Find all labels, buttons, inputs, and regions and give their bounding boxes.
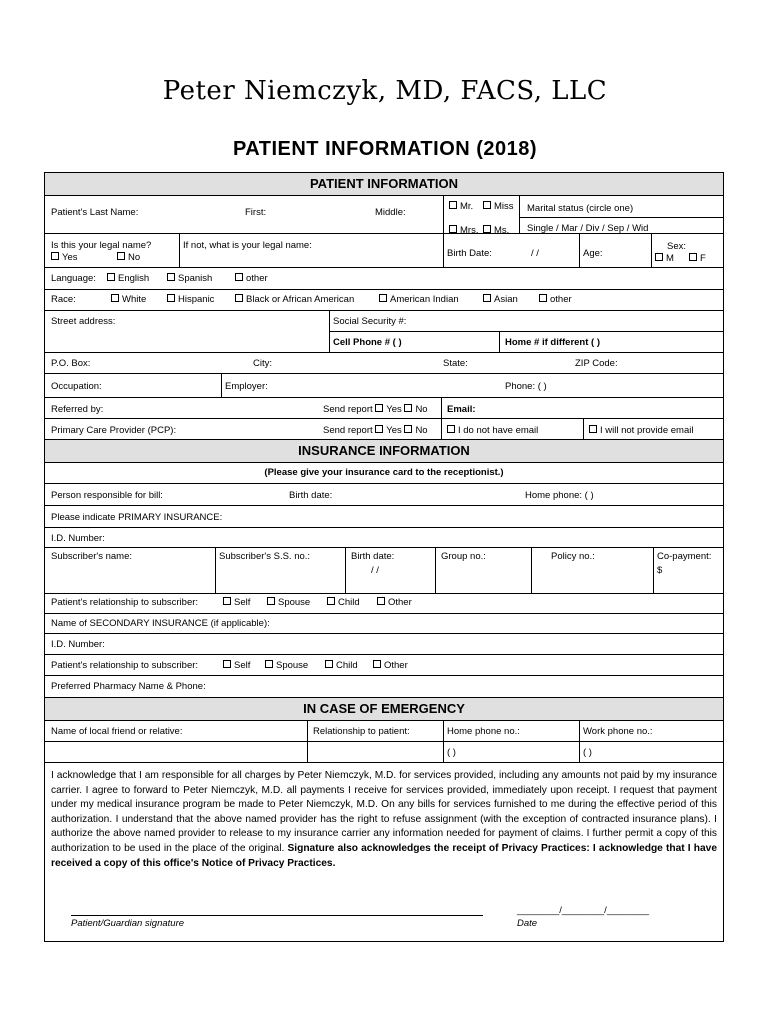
race-other-checkbox[interactable]	[539, 294, 547, 302]
marital-status-options[interactable]: Single / Mar / Div / Sep / Wid	[527, 223, 649, 234]
secondary-child-checkbox[interactable]	[325, 660, 333, 668]
street-address-label: Street address:	[51, 316, 116, 327]
miss-checkbox[interactable]	[483, 201, 491, 209]
emergency-home-phone-paren: ( )	[447, 747, 456, 758]
sex-m[interactable]: M	[655, 253, 674, 264]
responsible-birth-date-label: Birth date:	[289, 490, 333, 501]
policy-number-label: Policy no.:	[551, 551, 595, 562]
secondary-insurance-label: Name of SECONDARY INSURANCE (if applicable):	[51, 618, 270, 629]
section-title-insurance: INSURANCE INFORMATION	[45, 440, 723, 462]
sex-f-checkbox[interactable]	[689, 253, 697, 261]
age-label: Age:	[583, 248, 603, 259]
pcp-label: Primary Care Provider (PCP):	[51, 425, 177, 436]
emergency-work-phone-label: Work phone no.:	[583, 726, 653, 737]
primary-rel-other[interactable]: Other	[377, 597, 412, 608]
insurance-note: (Please give your insurance card to the receptionist.)	[264, 467, 504, 478]
lang-other-checkbox[interactable]	[235, 273, 243, 281]
primary-relationship-label: Patient's relationship to subscriber:	[51, 597, 199, 608]
asian-checkbox[interactable]	[483, 294, 491, 302]
primary-rel-self[interactable]: Self	[223, 597, 250, 608]
primary-rel-child[interactable]: Child	[327, 597, 360, 608]
language-label: Language:	[51, 273, 96, 284]
emergency-name-label: Name of local friend or relative:	[51, 726, 183, 737]
referred-send-report[interactable]: Send report Yes No	[323, 404, 428, 415]
no-email-option[interactable]: I do not have email	[447, 425, 538, 436]
primary-child-checkbox[interactable]	[327, 597, 335, 605]
sex-m-checkbox[interactable]	[655, 253, 663, 261]
primary-spouse-checkbox[interactable]	[267, 597, 275, 605]
subscriber-ss-label: Subscriber's S.S. no.:	[219, 551, 311, 562]
group-number-label: Group no.:	[441, 551, 486, 562]
legal-name-label: If not, what is your legal name:	[183, 240, 312, 251]
last-name-label: Patient's Last Name:	[51, 207, 139, 218]
emergency-home-phone-label: Home phone no.:	[447, 726, 520, 737]
pcp-send-report[interactable]: Send report Yes No	[323, 425, 428, 436]
occupation-label: Occupation:	[51, 381, 102, 392]
race-asian[interactable]: Asian	[483, 294, 518, 305]
race-label: Race:	[51, 294, 76, 305]
secondary-id-label: I.D. Number:	[51, 639, 105, 650]
race-other[interactable]: other	[539, 294, 572, 305]
responsible-home-phone-label: Home phone: ( )	[525, 490, 594, 501]
no-provide-email-checkbox[interactable]	[589, 425, 597, 433]
employer-label: Employer:	[225, 381, 268, 392]
hispanic-checkbox[interactable]	[167, 294, 175, 302]
po-box-label: P.O. Box:	[51, 358, 91, 369]
legal-yes[interactable]: Yes	[51, 252, 78, 263]
middle-name-label: Middle:	[375, 207, 406, 218]
legal-no[interactable]: No	[117, 252, 140, 263]
primary-other-checkbox[interactable]	[377, 597, 385, 605]
zip-label: ZIP Code:	[575, 358, 618, 369]
pcp-report-yes-checkbox[interactable]	[375, 425, 383, 433]
referred-report-no-checkbox[interactable]	[404, 404, 412, 412]
english-checkbox[interactable]	[107, 273, 115, 281]
home-phone-label: Home # if different ( )	[505, 337, 601, 348]
responsible-label: Person responsible for bill:	[51, 490, 163, 501]
title-miss[interactable]: Miss	[483, 201, 514, 212]
copayment-label: Co-payment:	[657, 551, 712, 562]
emergency-work-phone-paren: ( )	[583, 747, 592, 758]
primary-self-checkbox[interactable]	[223, 597, 231, 605]
cell-phone-label: Cell Phone # ( )	[333, 337, 402, 348]
date-line[interactable]: ________/________/________	[517, 905, 650, 916]
subscriber-birth-date-label: Birth date:	[351, 551, 395, 562]
subscriber-name-label: Subscriber's name:	[51, 551, 133, 562]
white-checkbox[interactable]	[111, 294, 119, 302]
referred-by-label: Referred by:	[51, 404, 104, 415]
occupation-phone-label: Phone: ( )	[505, 381, 547, 392]
legal-no-checkbox[interactable]	[117, 252, 125, 260]
legal-yes-checkbox[interactable]	[51, 252, 59, 260]
birth-date-label: Birth Date:	[447, 248, 492, 259]
practice-name: Peter Niemczyk, MD, FACS, LLC	[162, 76, 608, 106]
secondary-other-checkbox[interactable]	[373, 660, 381, 668]
secondary-rel-spouse[interactable]: Spouse	[265, 660, 308, 671]
race-white[interactable]: White	[111, 294, 146, 305]
city-label: City:	[253, 358, 272, 369]
title-ms[interactable]: Ms.	[483, 225, 509, 236]
birth-date-slashes: / /	[531, 248, 539, 259]
race-hispanic[interactable]: Hispanic	[167, 294, 214, 305]
acknowledgement-privacy: Signature also acknowledges the receipt of Privacy Practices: I acknowledge that I have received a copy of this office's Notice of Privacy Practices.	[51, 842, 717, 869]
race-american-indian[interactable]: American Indian	[379, 294, 459, 305]
primary-rel-spouse[interactable]: Spouse	[267, 597, 310, 608]
marital-status-label: Marital status (circle one)	[527, 203, 634, 214]
patient-form	[44, 172, 724, 942]
primary-insurance-label: Please indicate PRIMARY INSURANCE:	[51, 512, 223, 523]
section-title-patient: PATIENT INFORMATION	[45, 173, 723, 195]
secondary-rel-other[interactable]: Other	[373, 660, 408, 671]
first-name-label: First:	[245, 207, 267, 218]
race-black[interactable]: Black or African American	[235, 294, 354, 305]
secondary-rel-self[interactable]: Self	[223, 660, 250, 671]
lang-spanish[interactable]: Spanish	[167, 273, 212, 284]
sex-label: Sex:	[667, 241, 687, 252]
legal-name-question: Is this your legal name?	[51, 240, 152, 251]
spanish-checkbox[interactable]	[167, 273, 175, 281]
title-mr[interactable]: Mr.	[449, 201, 473, 212]
no-email-checkbox[interactable]	[447, 425, 455, 433]
referred-report-yes-checkbox[interactable]	[375, 404, 383, 412]
mr-checkbox[interactable]	[449, 201, 457, 209]
copayment-dollar: $	[657, 565, 663, 576]
lang-other[interactable]: other	[235, 273, 268, 284]
pharmacy-label: Preferred Pharmacy Name & Phone:	[51, 681, 206, 692]
primary-id-label: I.D. Number:	[51, 533, 105, 544]
sex-f[interactable]: F	[689, 253, 706, 264]
acknowledgement-body: I acknowledge that I am responsible for all charges by Peter Niemczyk, M.D. for services provided, including any amounts not paid by my insurance carrier. I agree to forward to Peter Niemczyk, M.D. all payments I receive for services provided, immediately upon receipt. I request that payment under my medical insurance program be made to Peter Niemczyk, M.D. On any bills for services furnished to me during the effective period of this authorization. I understand that the above named provider has the right to refuse assignment (with the exception of contracted insurance plans). I authorize the above named provider to release to my insurance carrier any information needed for payment of claims. I further permit a copy of this authorization to be used in the place of the original.	[51, 770, 717, 854]
section-title-emergency: IN CASE OF EMERGENCY	[45, 698, 723, 720]
date-label: Date	[517, 918, 538, 929]
signature-line[interactable]	[71, 915, 483, 916]
email-label: Email:	[447, 404, 476, 415]
signature-label: Patient/Guardian signature	[71, 918, 185, 929]
state-label: State:	[443, 358, 468, 369]
page-title: PATIENT INFORMATION (2018)	[232, 138, 538, 160]
no-provide-email-option[interactable]: I will not provide email	[589, 425, 693, 436]
ssn-label: Social Security #:	[333, 316, 407, 327]
subscriber-birth-date-slashes: / /	[371, 565, 379, 576]
secondary-relationship-label: Patient's relationship to subscriber:	[51, 660, 199, 671]
black-checkbox[interactable]	[235, 294, 243, 302]
pcp-report-no-checkbox[interactable]	[404, 425, 412, 433]
title-mrs[interactable]: Mrs.	[449, 225, 478, 236]
emergency-relationship-label: Relationship to patient:	[313, 726, 410, 737]
american-indian-checkbox[interactable]	[379, 294, 387, 302]
lang-english[interactable]: English	[107, 273, 149, 284]
secondary-self-checkbox[interactable]	[223, 660, 231, 668]
acknowledgement-text	[51, 769, 717, 871]
secondary-spouse-checkbox[interactable]	[265, 660, 273, 668]
secondary-rel-child[interactable]: Child	[325, 660, 358, 671]
